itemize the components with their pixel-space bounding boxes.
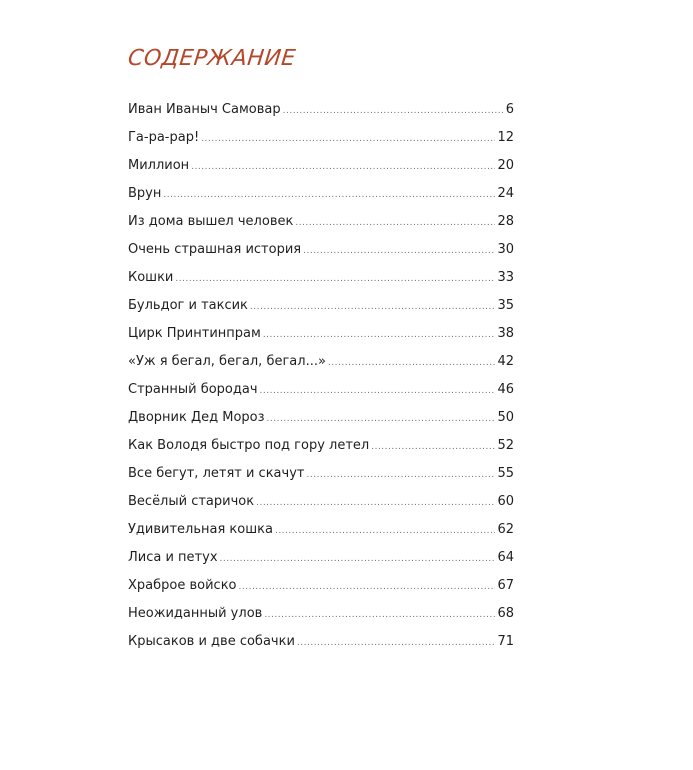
toc-entry [128, 208, 514, 236]
toc-page-number: 20 [497, 158, 514, 173]
page-title: СОДЕРЖАНИЕ [126, 46, 298, 71]
toc-entry [128, 320, 514, 348]
toc-entry [128, 292, 514, 320]
toc-page-number: 30 [497, 242, 514, 257]
toc-entry [128, 600, 514, 628]
toc-dot-leader [260, 377, 496, 405]
toc-dot-leader [283, 97, 504, 125]
toc-dot-leader [267, 405, 496, 433]
toc-entry-title: Неожиданный улов [128, 606, 263, 621]
toc-entry-title: Лиса и петух [128, 550, 218, 565]
toc-entry-title: Дворник Дед Мороз [128, 410, 265, 425]
toc-dot-leader [201, 125, 495, 153]
toc-page-number: 67 [497, 578, 514, 593]
toc-page-number: 64 [497, 550, 514, 565]
toc-entry-title: Очень страшная история [128, 242, 302, 257]
toc-entry [128, 460, 514, 488]
toc-dot-leader [191, 153, 495, 181]
toc-dot-leader [175, 265, 495, 293]
toc-page-number: 55 [497, 466, 514, 481]
toc-page-number: 38 [497, 326, 514, 341]
toc-entry [128, 572, 514, 600]
toc-page-number: 12 [497, 130, 514, 145]
toc-entry-title: Цирк Принтинпрам [128, 326, 261, 341]
toc-entry-title: Крысаков и две собачки [128, 634, 295, 649]
toc-entry [128, 376, 514, 404]
toc-entry [128, 236, 514, 264]
toc-entry [128, 180, 514, 208]
toc-entry-title: Все бегут, летят и скачут [128, 466, 305, 481]
toc-dot-leader [275, 517, 496, 545]
toc-dot-leader [306, 461, 495, 489]
toc-entry [128, 432, 514, 460]
toc-entry-title: Врун [128, 186, 162, 201]
toc-entry [128, 96, 514, 124]
toc-dot-leader [163, 181, 495, 209]
toc-entry [128, 264, 514, 292]
toc-page-number: 24 [497, 186, 514, 201]
toc-dot-leader [328, 349, 496, 377]
toc-entry [128, 124, 514, 152]
toc-entry [128, 348, 514, 376]
toc-page-number: 52 [497, 438, 514, 453]
toc-page-number: 62 [497, 522, 514, 537]
toc-page-number: 42 [497, 354, 514, 369]
toc-entry-title: Странный бородач [128, 382, 258, 397]
toc-page-number: 6 [505, 102, 514, 117]
toc-entry [128, 544, 514, 572]
toc-entry-title: Удивительная кошка [128, 522, 273, 537]
toc-page-number: 68 [497, 606, 514, 621]
toc-page-number: 50 [497, 410, 514, 425]
toc-page-number: 60 [497, 494, 514, 509]
table-of-contents [128, 96, 514, 656]
toc-dot-leader [220, 545, 496, 573]
toc-entry-title: Кошки [128, 270, 174, 285]
toc-entry-title: Весёлый старичок [128, 494, 255, 509]
toc-dot-leader [256, 489, 495, 517]
toc-dot-leader [250, 293, 496, 321]
toc-dot-leader [297, 629, 496, 657]
toc-page-number: 35 [497, 298, 514, 313]
toc-entry-title: Из дома вышел человек [128, 214, 294, 229]
toc-entry [128, 628, 514, 656]
toc-dot-leader [263, 321, 496, 349]
toc-entry-title: Как Володя быстро под гору летел [128, 438, 370, 453]
toc-page-number: 33 [497, 270, 514, 285]
toc-entry-title: Иван Иваныч Самовар [128, 102, 281, 117]
toc-entry-title: Храброе войско [128, 578, 237, 593]
toc-dot-leader [264, 601, 495, 629]
toc-dot-leader [295, 209, 495, 237]
toc-page-number: 46 [497, 382, 514, 397]
toc-dot-leader [303, 237, 495, 265]
toc-page-number: 71 [497, 634, 514, 649]
toc-entry-title: Бульдог и таксик [128, 298, 248, 313]
toc-entry-title: «Уж я бегал, бегал, бегал...» [128, 354, 326, 369]
toc-dot-leader [239, 573, 496, 601]
toc-entry [128, 516, 514, 544]
toc-entry [128, 488, 514, 516]
toc-entry [128, 404, 514, 432]
toc-entry-title: Миллион [128, 158, 190, 173]
toc-page-number: 28 [497, 214, 514, 229]
toc-entry [128, 152, 514, 180]
toc-dot-leader [371, 433, 495, 461]
toc-entry-title: Га-ра-рар! [128, 130, 200, 145]
